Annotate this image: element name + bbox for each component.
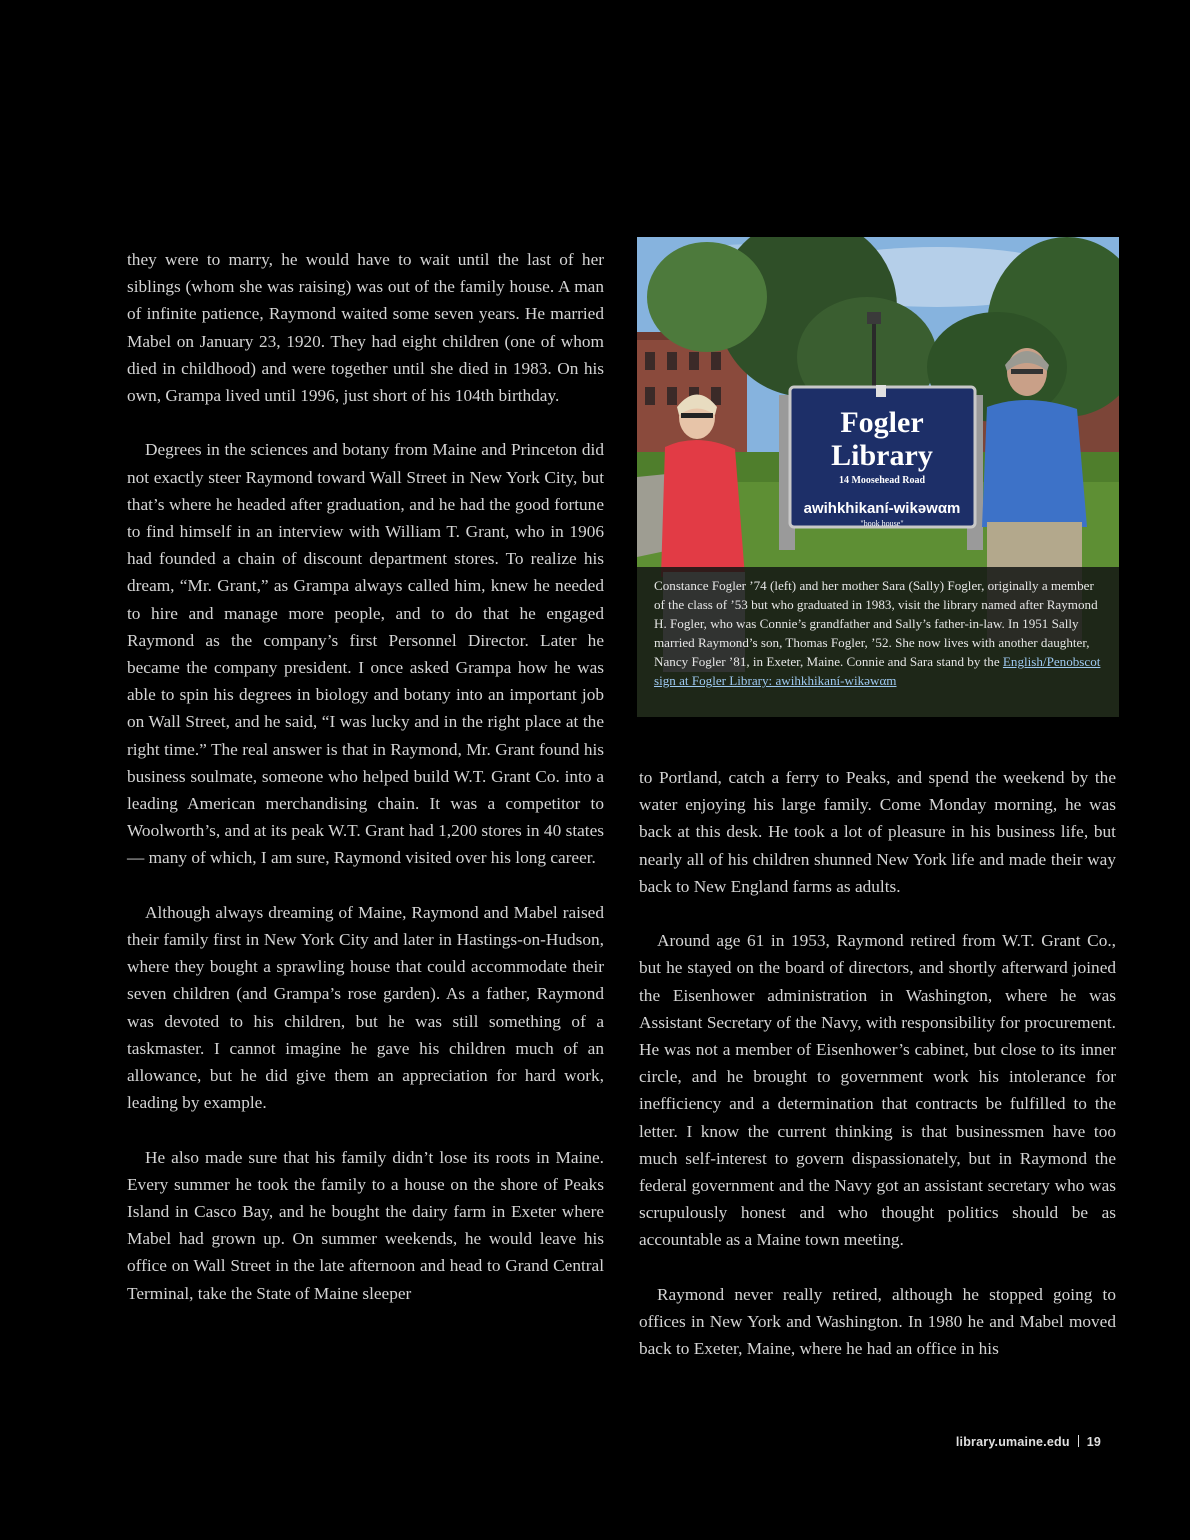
sign-translation: "book house" [860,519,904,528]
footer-divider [1078,1435,1079,1447]
page-footer [956,1435,1101,1449]
sign-title-line2: Library [831,439,933,472]
photo-caption [637,567,1119,717]
footer-site: library.umaine.edu [955,1435,1070,1449]
sign-link[interactable]: English/Penobscot sign at Fogler Library: awihkhikaní-wikəwαm [654,654,1101,689]
paragraph: they were to marry, he would have to wait until the last of her siblings (whom she was raising) was out of the family house. A man of infinite patience, Raymond waited some seven years. He married Mabel on January 23, 1920. They had eight children (one of whom died in childhood) and were together until she died in 1983. On his own, Grampa lived until 1996, just short of his 104th birthday. [127,250,604,406]
sign-address: 14 Moosehead Road [838,475,926,486]
paragraph: Although always dreaming of Maine, Raymond and Mabel raised their family first in New York City and later in Hastings-on-Hudson, where they bought a sprawling house that could accommodate their seven children (and Grampa’s rose garden). As a father, Raymond was devoted to his children, but he was still something of a taskmaster. I cannot imagine he gave his children much of an allowance, but he did give them an appreciation for hard work, leading by example. [127,902,604,1113]
paragraph: Raymond never really retired, although he stopped going to offices in New York and Washington. In 1980 he and Mabel moved back to Exeter, Maine, where he had an office in his [639,1284,1116,1359]
right-text-column [639,764,1116,1390]
caption-text: Constance Fogler ’74 (left) and her mother Sara (Sally) Fogler, originally a member of the class of ’53 but who graduated in 1983, visit the library named after Raymond H. Fogler, who was Connie’s grandfather and Sally’s father-in-law. In 1951 Sally married Raymond’s son, Thomas Fogler, ’52. She now lives with another daughter, Nancy Fogler ’81, in Exeter, Maine. Connie and Sara stand by the [654,578,1098,670]
paragraph: He also made sure that his family didn’t lose its roots in Maine. Every summer he took the family to a house on the shore of Peaks Island in Casco Bay, and he bought the dairy farm in Exeter where Mabel had grown up. On summer weekends, he would leave his office on Wall Street in the late afternoon and head to Grand Central Terminal, take the State of Maine sleeper [127,1147,604,1303]
sign-penobscot-name: awihkhikaní-wikəwαm [803,500,961,517]
paragraph: to Portland, catch a ferry to Peaks, and spend the weekend by the water enjoying his large family. Come Monday morning, he was back at this desk. He took a lot of pleasure in his business life, but nearly all of his children shunned New York life and made their way back to New England farms as adults. [639,768,1116,896]
left-text-column [127,246,604,1334]
paragraph: Around age 61 in 1953, Raymond retired from W.T. Grant Co., but he stayed on the board of directors, and shortly afterward joined the Eisenhower administration in Washington, where he was Assistant Secretary of the Navy, with responsibility for procurement. He was not a member of Eisenhower’s cabinet, but close to its inner circle, and he brought to government work his intolerance for inefficiency and a determination that contracts be fulfilled to the letter. I know the current thinking is that businessmen have too much self-interest to govern dispassionately, but in Raymond the federal government and the Navy got an assistant secretary who was scrupulously honest and who thought politics should be as accountable as a Maine town meeting. [639,931,1116,1250]
paragraph: Degrees in the sciences and botany from Maine and Princeton did not exactly steer Raymond toward Wall Street in New York City, but that’s where he headed after graduation, and he had the good fortune to find himself in an interview with William T. Grant, who in 1906 had founded a chain of discount department stores. To realize his dream, “Mr. Grant,” as Grampa always called him, knew he needed to hire and manage more people, and to do that he engaged Raymond as the company’s first Personnel Director. Later he became the company president. I once asked Grampa how he was able to spin his degrees in biology and botany into an important job on Wall Street, and he said, “I was lucky and in the right place at the right time.” The real answer is that in Raymond, Mr. Grant found his business soulmate, someone who helped build W.T. Grant Co. into a leading American merchandising chain. It was a competitor to Woolworth’s, and at its peak W.T. Grant had 1,200 stores in 40 states — many of which, I am sure, Raymond visited over his long career. [127,440,604,868]
library-sign-photo [637,237,1119,717]
sign-title-line1: Fogler [840,406,924,439]
page-number: 19 [1086,1435,1101,1449]
